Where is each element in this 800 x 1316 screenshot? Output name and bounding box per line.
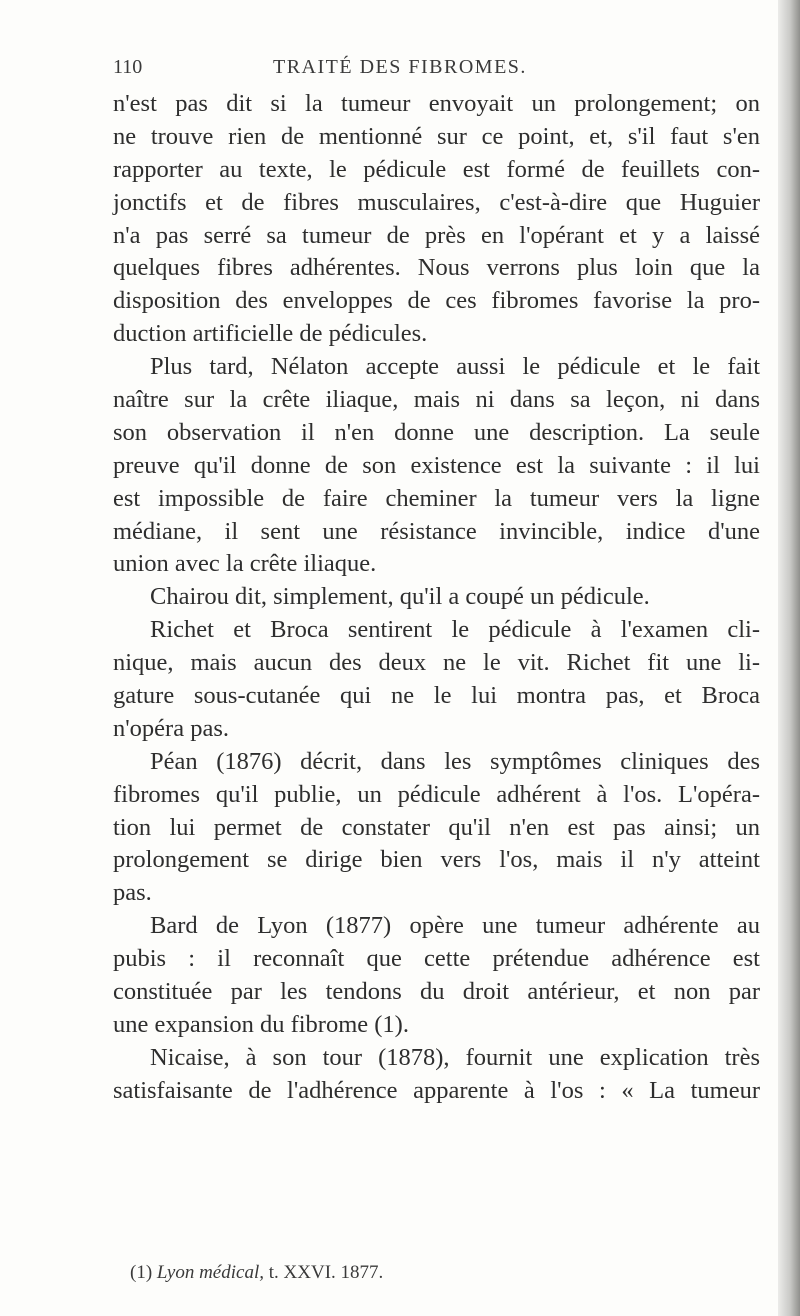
text-line: tion lui permet de constater qu'il n'en est pas ainsi; un xyxy=(113,813,760,841)
text-line: disposition des enveloppes de ces fibromes favorise la pro- xyxy=(113,287,760,315)
text-line: Plus tard, Nélaton accepte aussi le pédicule et le fait xyxy=(150,353,760,381)
text-line: duction artificielle de pédicules. xyxy=(113,320,428,348)
text-line: pas. xyxy=(113,879,152,907)
text-line: Chairou dit, simplement, qu'il a coupé un pédicule. xyxy=(150,583,650,611)
text-line: Nicaise, à son tour (1878), fournit une explication très xyxy=(150,1043,760,1071)
text-line: une expansion du fibrome (1). xyxy=(113,1010,409,1038)
footnote-journal: Lyon médical, xyxy=(156,1262,264,1283)
text-line: médiane, il sent une résistance invincible, indice d'une xyxy=(113,517,760,545)
text-line: constituée par les tendons du droit antérieur, et non par xyxy=(113,978,760,1006)
text-line: Péan (1876) décrit, dans les symptômes cliniques des xyxy=(150,747,760,775)
text-line: rapporter au texte, le pédicule est formé de feuillets con- xyxy=(113,155,760,183)
text-line: n'opéra pas. xyxy=(113,714,229,742)
running-header xyxy=(113,56,760,86)
text-line: Richet et Broca sentirent le pédicule à l'examen cli- xyxy=(150,616,760,644)
text-line: preuve qu'il donne de son existence est la suivante : il lui xyxy=(113,451,760,479)
text-line: fibromes qu'il publie, un pédicule adhérent à l'os. L'opéra- xyxy=(113,780,760,808)
text-line: n'a pas serré sa tumeur de près en l'opérant et y a laissé xyxy=(113,221,760,249)
text-line: n'est pas dit si la tumeur envoyait un prolongement; on xyxy=(113,90,760,117)
text-line: nique, mais aucun des deux ne le vit. Richet fit une li- xyxy=(113,649,760,677)
page-number: 110 xyxy=(113,56,143,78)
text-line: naître sur la crête iliaque, mais ni dans sa leçon, ni dans xyxy=(113,386,760,414)
text-line: satisfaisante de l'adhérence apparente à l'os : « La tumeur xyxy=(113,1076,760,1104)
page-edge-shadow xyxy=(778,0,800,1316)
text-line: quelques fibres adhérentes. Nous verrons plus loin que la xyxy=(113,254,760,282)
text-line: prolongement se dirige bien vers l'os, mais il n'y atteint xyxy=(113,846,760,874)
text-line: jonctifs et de fibres musculaires, c'est-à-dire que Huguier xyxy=(113,188,760,216)
footnote-marker: (1) xyxy=(130,1262,153,1283)
text-line: gature sous-cutanée qui ne le lui montra pas, et Broca xyxy=(113,682,760,710)
running-title: TRAITÉ DES FIBROMES. xyxy=(273,56,527,78)
footnote-reference: t. XXVI. 1877. xyxy=(268,1262,384,1283)
text-line: ne trouve rien de mentionné sur ce point, et, s'il faut s'en xyxy=(113,122,760,150)
body-text xyxy=(113,88,760,1108)
footnote xyxy=(130,1262,383,1284)
text-line: union avec la crête iliaque. xyxy=(113,550,377,578)
text-line: son observation il n'en donne une description. La seule xyxy=(113,418,760,446)
text-line: Bard de Lyon (1877) opère une tumeur adhérente au xyxy=(150,912,760,940)
text-line: est impossible de faire cheminer la tumeur vers la ligne xyxy=(113,484,760,512)
text-line: pubis : il reconnaît que cette prétendue adhérence est xyxy=(113,945,760,973)
